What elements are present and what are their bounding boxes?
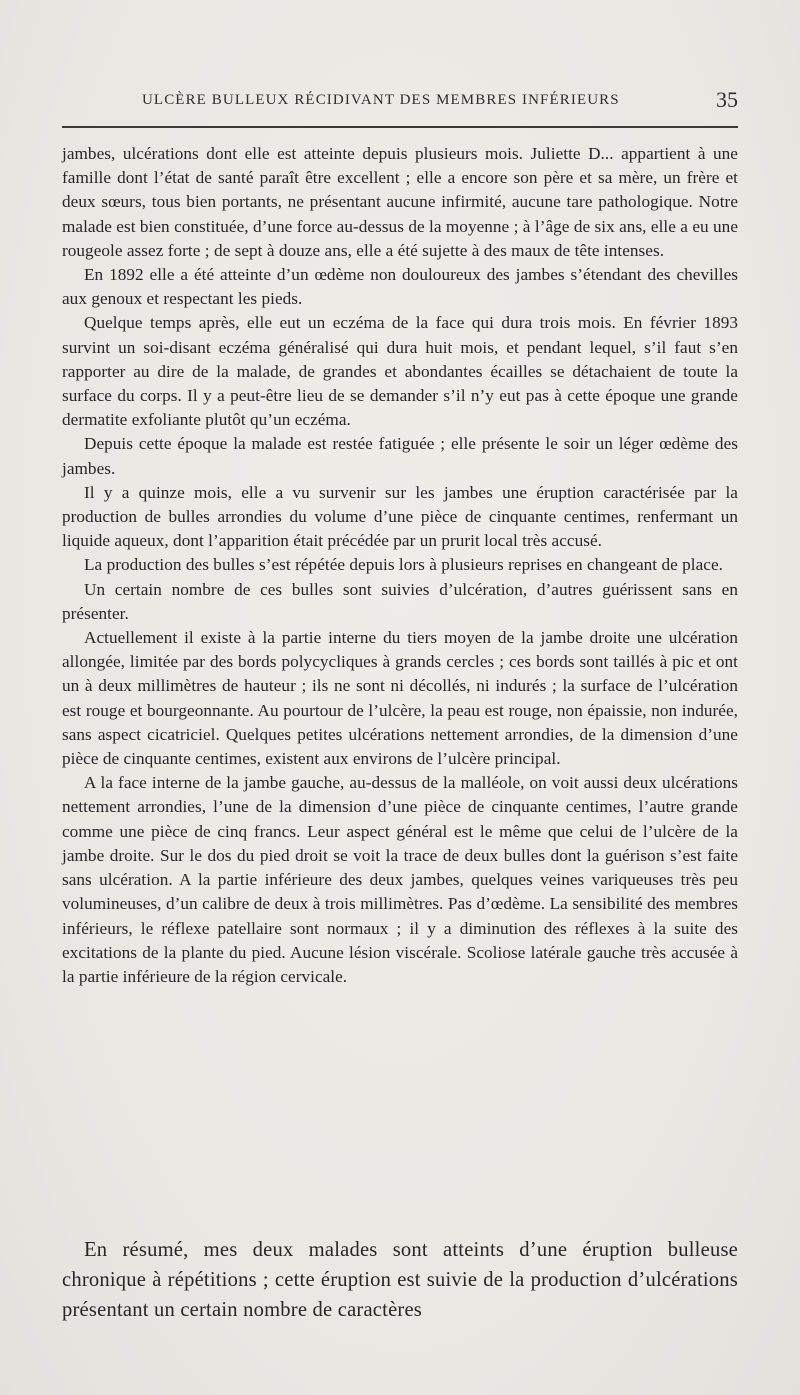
paragraph-3: Quelque temps après, elle eut un eczéma de la face qui dura trois mois. En février 1893 survint un soi-disant eczéma généralisé qui dura huit mois, et pendant lequel, s’il faut s’en rapporter au dire de la malade, de grandes et abondantes écailles se détachaient de toute la surface du corps. Il y a peut-être lieu de se demander s’il n’y eut pas à cette époque une grande dermatite exfoliante plutôt qu’un eczéma. xyxy=(62,313,738,430)
summary-paragraph: En résumé, mes deux malades sont atteints d’une éruption bulleuse chronique à répétitions ; cette éruption est suivie de la production d’ulcérations présentant un certain nombre de caractères xyxy=(62,1239,738,1321)
paragraph-7: Un certain nombre de ces bulles sont suivies d’ulcération, d’autres guérissent sans en présenter. xyxy=(62,579,738,623)
paragraph-5: Il y a quinze mois, elle a vu survenir sur les jambes une éruption caractérisée par la production de bulles arrondies du volume d’une pièce de cinquante centimes, renfermant un liquide aqueux, dont l’apparition était précédée par un prurit local très accusé. xyxy=(62,482,738,551)
paragraph-8: Actuellement il existe à la partie interne du tiers moyen de la jambe droite une ulcération allongée, limitée par des bords polycycliques à grands cercles ; ces bords sont taillés à pic et ont un à deux millimètres de hauteur ; ils ne sont ni décollés, ni indurés ; la surface de l’ulcération est rouge et bourgeonnante. Au pourtour de l’ulcère, la peau est rouge, non épaissie, non indurée, sans aspect cicatriciel. Quelques petites ulcérations nettement arrondies, de la dimension d’une pièce de cinquante centimes, existent aux environs de l’ulcère principal. xyxy=(62,628,738,769)
running-head xyxy=(62,88,740,118)
paragraph-2: En 1892 elle a été atteinte d’un œdème non douloureux des jambes s’étendant des chevilles aux genoux et respectant les pieds. xyxy=(62,265,738,309)
running-title: ULCÈRE BULLEUX RÉCIDIVANT DES MEMBRES INFÉRIEURS xyxy=(142,92,620,108)
page-number: 35 xyxy=(716,87,738,112)
body-text xyxy=(62,142,738,989)
summary-section xyxy=(62,1235,738,1325)
paragraph-1: jambes, ulcérations dont elle est atteinte depuis plusieurs mois. Juliette D... appartient à une famille dont l’état de santé paraît être excellent ; elle a encore son père et sa mère, un frère et deux sœurs, tous bien portants, ne présentant aucune infirmité, aucune tare pathologique. Notre malade est bien constituée, d’une force au-dessus de la moyenne ; à l’âge de six ans, elle a eu une rougeole assez forte ; de sept à douze ans, elle a été sujette à des maux de tête intenses. xyxy=(62,144,738,260)
paragraph-9: A la face interne de la jambe gauche, au-dessus de la malléole, on voit aussi deux ulcérations nettement arrondies, l’une de la dimension d’une pièce de cinquante centimes, l’autre grande comme une pièce de cinq francs. Leur aspect général est le même que celui de l’ulcère de la jambe droite. Sur le dos du pied droit se voit la trace de deux bulles dont la guérison s’est faite sans ulcération. A la partie inférieure des deux jambes, quelques veines variqueuses très peu volumineuses, d’un calibre de deux à trois millimètres. Pas d’œdème. La sensibilité des membres inférieurs, le réflexe patellaire sont normaux ; il y a diminution des réflexes à la suite des excitations de la plante du pied. Aucune lésion viscérale. Scoliose latérale gauche très accusée à la partie inférieure de la région cervicale. xyxy=(62,773,738,986)
paragraph-6: La production des bulles s’est répétée depuis lors à plusieurs reprises en changeant de place. xyxy=(84,555,723,575)
paragraph-4: Depuis cette époque la malade est restée fatiguée ; elle présente le soir un léger œdème des jambes. xyxy=(62,434,738,478)
header-rule xyxy=(62,126,738,128)
